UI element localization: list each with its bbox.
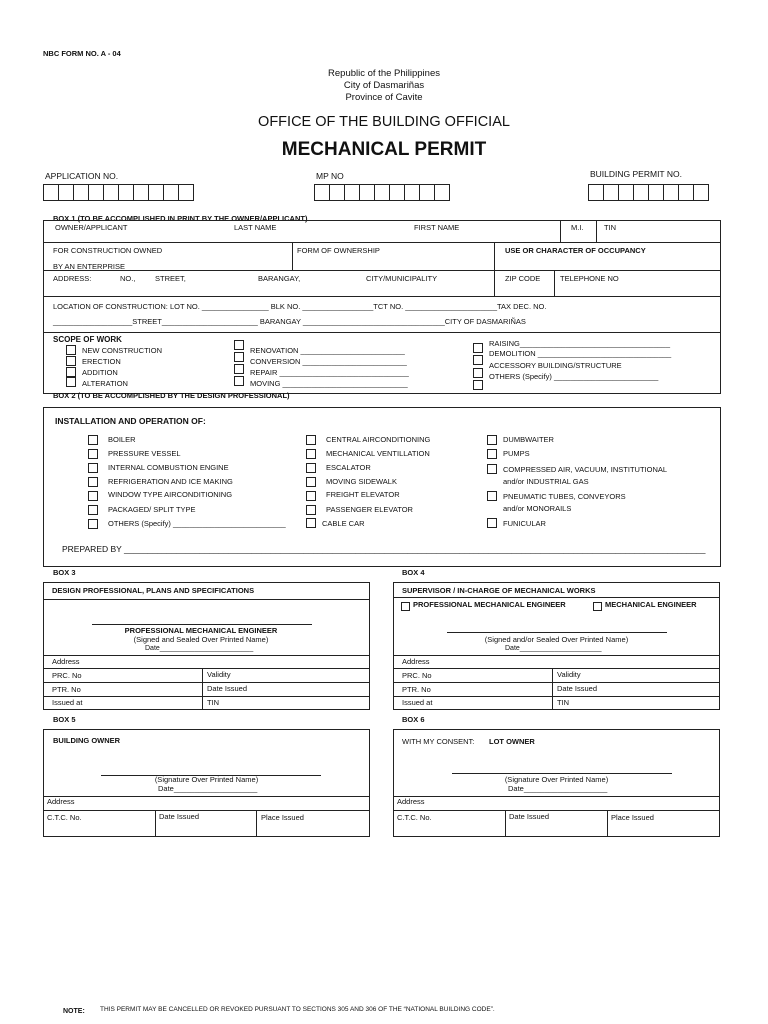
building-permit-no-label: BUILDING PERMIT NO. <box>590 169 682 179</box>
scope-erection-checkbox[interactable] <box>66 356 76 366</box>
box4-tin-label: TIN <box>557 698 570 707</box>
box3-issued-at-label: Issued at <box>52 698 83 707</box>
install-others-label: OTHERS (Specify) ___________________________ <box>108 519 286 528</box>
scope-addition-checkbox[interactable] <box>66 367 76 377</box>
box5-address-label: Address <box>47 797 75 806</box>
scope-conversion-label: CONVERSION _________________________ <box>250 357 407 366</box>
box6-ctc-label: C.T.C. No. <box>397 813 432 822</box>
prepared-by[interactable]: PREPARED BY ___________________________________________________________________________________________________________________________ <box>62 544 706 554</box>
box3-header: DESIGN PROFESSIONAL, PLANS AND SPECIFICATIONS <box>52 586 255 595</box>
install-cable-car-label: CABLE CAR <box>322 519 365 528</box>
header-province: Province of Cavite <box>345 92 423 103</box>
scope-moving-label: MOVING ______________________________ <box>250 379 408 388</box>
install-moving-sidewalk-label: MOVING SIDEWALK <box>326 477 397 486</box>
install-ic-engine-label: INTERNAL COMBUSTION ENGINE <box>108 463 229 472</box>
install-passenger-elevator-checkbox[interactable] <box>306 505 316 515</box>
box3-date-issued-label: Date Issued <box>207 684 248 693</box>
scope-moving-checkbox[interactable] <box>234 376 244 386</box>
install-refrigeration-label: REFRIGERATION AND ICE MAKING <box>108 477 233 486</box>
install-window-ac-label: WINDOW TYPE AIRCONDITIONING <box>108 490 233 499</box>
install-funicular-checkbox[interactable] <box>487 518 497 528</box>
install-pneumatic-checkbox[interactable] <box>487 491 497 501</box>
box6-label: BOX 6 <box>402 715 425 724</box>
install-pneumatic-label: PNEUMATIC TUBES, CONVEYORS <box>503 492 626 501</box>
box5-header: BUILDING OWNER <box>53 736 121 745</box>
office-title: OFFICE OF THE BUILDING OFFICIAL <box>258 114 510 130</box>
box5-place-issued-label: Place Issued <box>261 813 304 822</box>
box3-date[interactable]: Date________________________ <box>145 645 254 652</box>
box3-address-label: Address <box>52 657 80 666</box>
tin-label: TIN <box>604 223 617 232</box>
box6-address-label: Address <box>397 797 425 806</box>
box4-pme-label: PROFESSIONAL MECHANICAL ENGINEER <box>413 600 566 609</box>
box3-ptr-label: PTR. No <box>52 685 81 694</box>
install-title: INSTALLATION AND OPERATION OF: <box>55 416 206 426</box>
box4-header: SUPERVISOR / IN-CHARGE OF MECHANICAL WORKS <box>402 586 596 595</box>
address-no-label: NO., <box>120 274 136 283</box>
construction-owned-label: FOR CONSTRUCTION OWNED <box>53 246 163 255</box>
install-pumps-label: PUMPS <box>503 449 530 458</box>
box2-title: BOX 2 (TO BE ACCOMPLISHED BY THE DESIGN PROFESSIONAL) <box>53 391 290 400</box>
mi-label: M.I. <box>571 223 584 232</box>
box4-ptr-label: PTR. No <box>402 685 431 694</box>
scope-renovation-checkbox[interactable] <box>234 340 244 350</box>
scope-conversion-checkbox[interactable] <box>234 352 244 362</box>
install-boiler-label: BOILER <box>108 435 136 444</box>
box3-role: PROFESSIONAL MECHANICAL ENGINEER <box>124 626 278 635</box>
note-label: NOTE: <box>63 1008 85 1015</box>
install-pneumatic-label-2: and/or MONORAILS <box>503 504 572 513</box>
box5-date[interactable]: Date____________________ <box>158 784 258 793</box>
box4-date[interactable]: Date_____________________ <box>505 645 602 652</box>
install-compressed-air-checkbox[interactable] <box>487 464 497 474</box>
install-moving-sidewalk-checkbox[interactable] <box>306 477 316 487</box>
box5-label: BOX 5 <box>53 715 76 724</box>
box4-address-label: Address <box>402 657 430 666</box>
install-dumbwaiter-label: DUMBWAITER <box>503 435 554 444</box>
install-ventilation-checkbox[interactable] <box>306 449 316 459</box>
install-refrigeration-checkbox[interactable] <box>88 477 98 487</box>
box6-date[interactable]: Date____________________ <box>508 784 608 793</box>
install-compressed-air-label: COMPRESSED AIR, VACUUM, INSTITUTIONAL <box>503 465 668 474</box>
box4-prc-label: PRC. No <box>402 671 432 680</box>
scope-erection-label: ERECTION <box>82 357 121 366</box>
install-central-ac-label: CENTRAL AIRCONDITIONING <box>326 435 431 444</box>
form-ownership-label: FORM OF OWNERSHIP <box>297 246 380 255</box>
box3-validity-label: Validity <box>207 670 231 679</box>
scope-alteration-checkbox[interactable] <box>66 377 76 387</box>
note-text: THIS PERMIT MAY BE CANCELLED OR REVOKED PURSUANT TO SECTIONS 305 AND 306 OF THE “NATIONAL BUILDING CODE”. <box>100 1006 495 1013</box>
box1-title: BOX 1 (TO BE ACCOMPLISHED IN PRINT BY THE OWNER/APPLICANT) <box>53 214 308 223</box>
install-cable-car-checkbox[interactable] <box>306 518 316 528</box>
install-escalator-label: ESCALATOR <box>326 463 371 472</box>
install-central-ac-checkbox[interactable] <box>306 435 316 445</box>
page-title: MECHANICAL PERMIT <box>281 139 487 160</box>
install-split-type-label: PACKAGED/ SPLIT TYPE <box>108 505 196 514</box>
box4-date-issued-label: Date Issued <box>557 684 598 693</box>
scope-alteration-label: ALTERATION <box>82 379 128 388</box>
first-name-label: FIRST NAME <box>414 223 460 232</box>
address-street-label: STREET, <box>155 274 186 283</box>
use-character-label: USE OR CHARACTER OF OCCUPANCY <box>505 246 646 255</box>
header-republic: Republic of the Philippines <box>328 68 440 79</box>
install-pressure-vessel-label: PRESSURE VESSEL <box>108 449 181 458</box>
install-dumbwaiter-checkbox[interactable] <box>487 435 497 445</box>
address-label: ADDRESS: <box>53 274 92 283</box>
box5-ctc-label: C.T.C. No. <box>47 813 82 822</box>
scope-accessory-checkbox[interactable] <box>473 368 483 378</box>
application-no-field[interactable] <box>43 184 193 201</box>
box3-label: BOX 3 <box>53 568 76 577</box>
install-passenger-elevator-label: PASSENGER ELEVATOR <box>326 505 413 514</box>
box4-pme-checkbox[interactable] <box>401 602 410 611</box>
scope-raising-label: RAISING____________________________________ <box>489 339 670 348</box>
scope-demolition-checkbox[interactable] <box>473 355 483 365</box>
install-freight-elevator-label: FREIGHT ELEVATOR <box>326 490 400 499</box>
install-freight-elevator-checkbox[interactable] <box>306 491 316 501</box>
mp-no-label: MP NO <box>316 171 344 181</box>
scope-title: SCOPE OF WORK <box>53 335 122 344</box>
location-line-2: ___________________STREET_______________________ BARANGAY __________________________________CITY OF DASMARIÑAS <box>53 317 526 326</box>
install-compressed-air-label-2: and/or INDUSTRIAL GAS <box>503 477 589 486</box>
telephone-label: TELEPHONE NO <box>560 274 619 283</box>
scope-addition-label: ADDITION <box>82 368 118 377</box>
location-line-1: LOCATION OF CONSTRUCTION: LOT NO. ________________ BLK NO. _________________TCT NO. ______________________TAX DEC. NO. <box>53 302 547 311</box>
box4-label: BOX 4 <box>402 568 425 577</box>
scope-new-checkbox[interactable] <box>66 345 76 355</box>
form-code: NBC FORM NO. A - 04 <box>43 49 121 58</box>
install-pressure-vessel-checkbox[interactable] <box>88 449 98 459</box>
scope-demolition-label: DEMOLITION ________________________________ <box>489 349 672 358</box>
last-name-label: LAST NAME <box>234 223 277 232</box>
address-barangay-label: BARANGAY, <box>258 274 301 283</box>
mp-no-field[interactable] <box>314 184 449 201</box>
box6-date-issued-label: Date Issued <box>509 812 550 821</box>
by-enterprise-label: BY AN ENTERPRISE <box>53 262 125 271</box>
scope-others-label: OTHERS (Specify) _________________________ <box>489 372 659 381</box>
scope-new-label: NEW CONSTRUCTION <box>82 346 162 355</box>
box4-me-label: MECHANICAL ENGINEER <box>605 600 697 609</box>
scope-renovation-label: RENOVATION _________________________ <box>250 346 405 355</box>
box5-date-issued-label: Date Issued <box>159 812 200 821</box>
install-funicular-label: FUNICULAR <box>503 519 546 528</box>
address-city-label: CITY/MUNICIPALITY <box>366 274 438 283</box>
box6-signature: (Signature Over Printed Name) <box>504 775 609 784</box>
zip-code-label: ZIP CODE <box>505 274 541 283</box>
box4-validity-label: Validity <box>557 670 581 679</box>
install-ic-engine-checkbox[interactable] <box>88 463 98 473</box>
install-window-ac-checkbox[interactable] <box>88 491 98 501</box>
box4-signed: (Signed and/or Sealed Over Printed Name) <box>484 635 629 644</box>
box5-signature: (Signature Over Printed Name) <box>154 775 259 784</box>
box3-prc-label: PRC. No <box>52 671 82 680</box>
box4-me-checkbox[interactable] <box>593 602 602 611</box>
scope-raising-checkbox[interactable] <box>473 343 483 353</box>
header-city: City of Dasmariñas <box>343 80 425 91</box>
box6-place-issued-label: Place Issued <box>611 813 654 822</box>
scope-others-checkbox[interactable] <box>473 380 483 390</box>
box3-signed: (Signed and Sealed Over Printed Name) <box>133 635 269 644</box>
building-permit-no-field[interactable] <box>588 184 708 201</box>
box4-issued-at-label: Issued at <box>402 698 433 707</box>
scope-accessory-label: ACCESSORY BUILDING/STRUCTURE <box>489 361 622 370</box>
box6-lot-owner: LOT OWNER <box>489 737 535 746</box>
scope-repair-checkbox[interactable] <box>234 364 244 374</box>
box6-consent: WITH MY CONSENT: <box>402 737 475 746</box>
install-split-type-checkbox[interactable] <box>88 505 98 515</box>
owner-label: OWNER/APPLICANT <box>55 223 128 232</box>
install-ventilation-label: MECHANICAL VENTILLATION <box>326 449 430 458</box>
box3-tin-label: TIN <box>207 698 220 707</box>
install-pumps-checkbox[interactable] <box>487 449 497 459</box>
application-no-label: APPLICATION NO. <box>45 171 119 181</box>
box2-frame <box>43 407 721 567</box>
install-escalator-checkbox[interactable] <box>306 463 316 473</box>
scope-repair-label: REPAIR _______________________________ <box>250 368 409 377</box>
install-others-checkbox[interactable] <box>88 519 98 529</box>
install-boiler-checkbox[interactable] <box>88 435 98 445</box>
